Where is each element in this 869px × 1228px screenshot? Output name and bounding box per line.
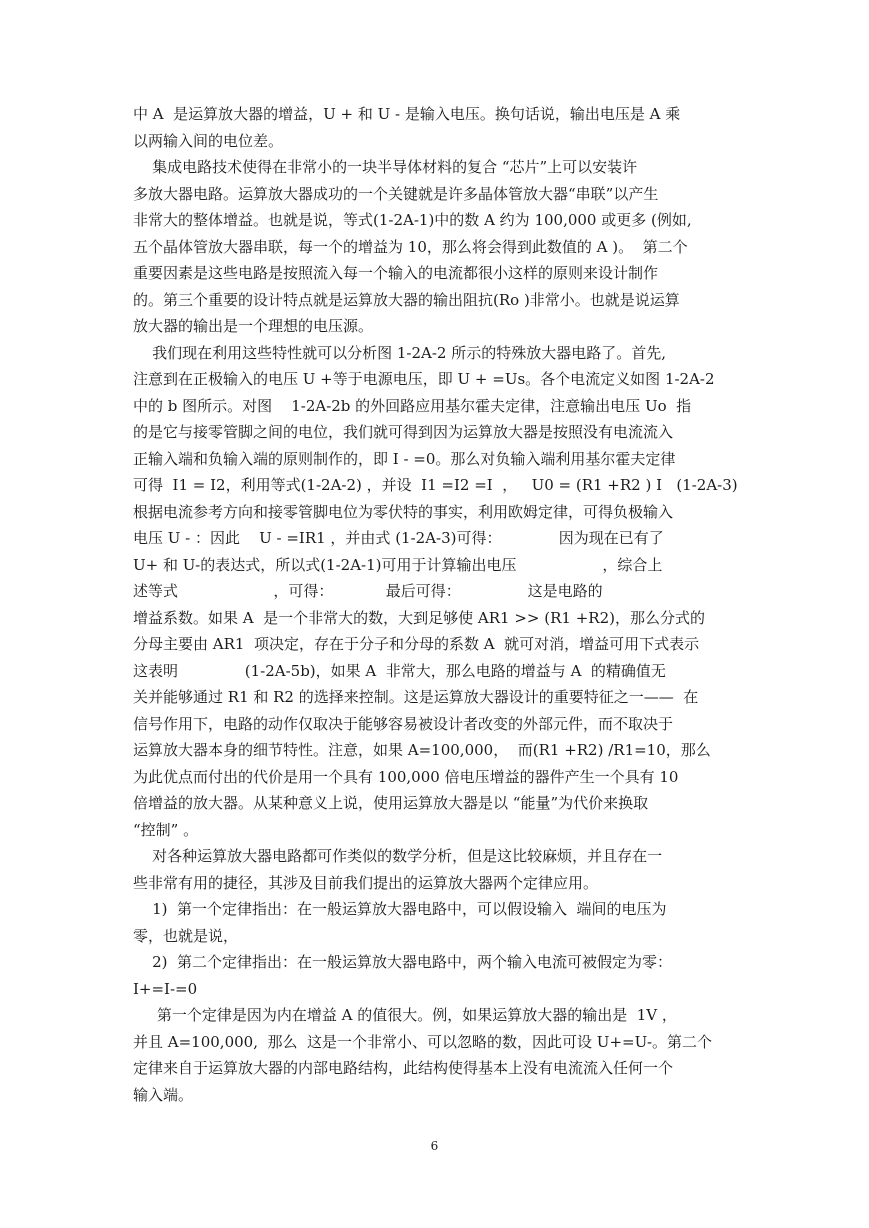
text-line: U+ 和 U-的表达式，所以式(1-2A-1)可用于计算输出电压 ，综合上	[133, 555, 663, 574]
text-line: 根据电流参考方向和接零管脚电位为零伏特的事实，利用欧姆定律，可得负极输入	[133, 502, 674, 521]
text-line: 放大器的输出是一个理想的电压源。	[133, 317, 374, 335]
text-line: 输入端。	[133, 1085, 194, 1104]
text-line: 第一个定律是因为内在增益 A 的值很大。例，如果运算放大器的输出是 1V ，	[133, 1006, 677, 1024]
text-line: 运算放大器本身的细节特性。注意，如果 A=100,000， 而(R1 +R2) /R1=10，那么	[133, 741, 711, 759]
text-line: 零，也就是说，	[133, 926, 239, 945]
text-line: 述等式 ，可得： 最后可得： 这是电路的	[133, 582, 603, 600]
text-line: 重要因素是这些电路是按照流入每一个输入的电流都很小这样的原则来设计制作	[133, 264, 659, 282]
text-line: 多放大器电路。运算放大器成功的一个关键就是许多晶体管放大器“串联”以产生	[133, 184, 659, 203]
text-line: 并且 A=100,000, 那么 这是一个非常小、可以忽略的数，因此可设 U+=U-。第二个	[133, 1032, 713, 1051]
text-line: 的是它与接零管脚之间的电位，我们就可得到因为运算放大器是按照没有电流流入	[133, 423, 674, 441]
text-line: 对各种运算放大器电路都可作类似的数学分析，但是这比较麻烦，并且存在一	[133, 847, 663, 865]
text-line: 为此优点而付出的代价是用一个具有 100,000 倍电压增益的器件产生一个具有 10	[133, 767, 679, 786]
text-line: 关并能够通过 R1 和 R2 的选择来控制。这是运算放大器设计的重要特征之一—— 在	[133, 688, 699, 706]
text-line: 正输入端和负输入端的原则制作的，即 I - =0。那么对负输入端利用基尔霍夫定律	[133, 449, 676, 468]
text-line: 注意到在正极输入的电压 U +等于电源电压，即 U + =Us。各个电流定义如图 1-2A-2	[133, 370, 715, 388]
document-body	[133, 101, 740, 1108]
text-line: 信号作用下，电路的动作仅取决于能够容易被设计者改变的外部元件，而不取决于	[133, 714, 674, 733]
text-line: 定律来自于运算放大器的内部电路结构，此结构使得基本上没有电流流入任何一个	[133, 1059, 674, 1077]
text-line: 五个晶体管放大器串联，每一个的增益为 10，那么将会得到此数值的 A )。 第二个	[133, 237, 688, 256]
text-line: “控制” 。	[133, 820, 199, 839]
text-line: 以两输入间的电位差。	[133, 131, 284, 150]
text-line: 分母主要由 AR1 项决定，存在于分子和分母的系数 A 就可对消，增益可用下式表示	[133, 635, 700, 653]
text-line: 可得 I1 = I2，利用等式(1-2A-2) ，并设 I1 =I2 =I ， U0 = (R1 +R2 ) I (1-2A-3)	[133, 476, 738, 494]
text-line: 中的 b 图所示。对图 1-2A-2b 的外回路应用基尔霍夫定律，注意输出电压 Uo 指	[133, 396, 692, 415]
text-line: 倍增益的放大器。从某种意义上说，使用运算放大器是以 “能量”为代价来换取	[133, 794, 649, 812]
page-number: 6	[430, 1139, 439, 1153]
text-line: 这表明 (1-2A-5b)，如果 A 非常大，那么电路的增益与 A 的精确值无	[133, 661, 666, 680]
text-line: 集成电路技术使得在非常小的一块半导体材料的复合 “芯片”上可以安装许	[133, 158, 638, 176]
text-line: 增益系数。如果 A 是一个非常大的数，大到足够使 AR1 >> (R1 +R2)，那么分式的	[133, 608, 705, 627]
text-line: 1) 第一个定律指出：在一般运算放大器电路中，可以假设输入 端间的电压为	[133, 900, 667, 918]
text-line: 非常大的整体增益。也就是说，等式(1-2A-1)中的数 A 约为 100,000 或更多 (例如,	[133, 211, 692, 229]
text-line: 中 A 是运算放大器的增益，U + 和 U - 是输入电压。换句话说，输出电压是 A 乘	[133, 105, 681, 123]
text-line: 电压 U - ：因此 U - =IR1 ，并由式 (1-2A-3)可得： 因为现在已有了	[133, 529, 664, 547]
text-line: I+=I-=0	[133, 979, 198, 998]
text-line: 我们现在利用这些特性就可以分析图 1-2A-2 所示的特殊放大器电路了。首先,	[133, 343, 666, 362]
text-line: 些非常有用的捷径，其涉及目前我们提出的运算放大器两个定律应用。	[133, 873, 599, 892]
text-line: 的。第三个重要的设计特点就是运算放大器的输出阻抗(Ro )非常小。也就是说运算	[133, 290, 680, 309]
text-line: 2) 第二个定律指出：在一般运算放大器电路中，两个输入电流可被假定为零：	[133, 953, 673, 971]
